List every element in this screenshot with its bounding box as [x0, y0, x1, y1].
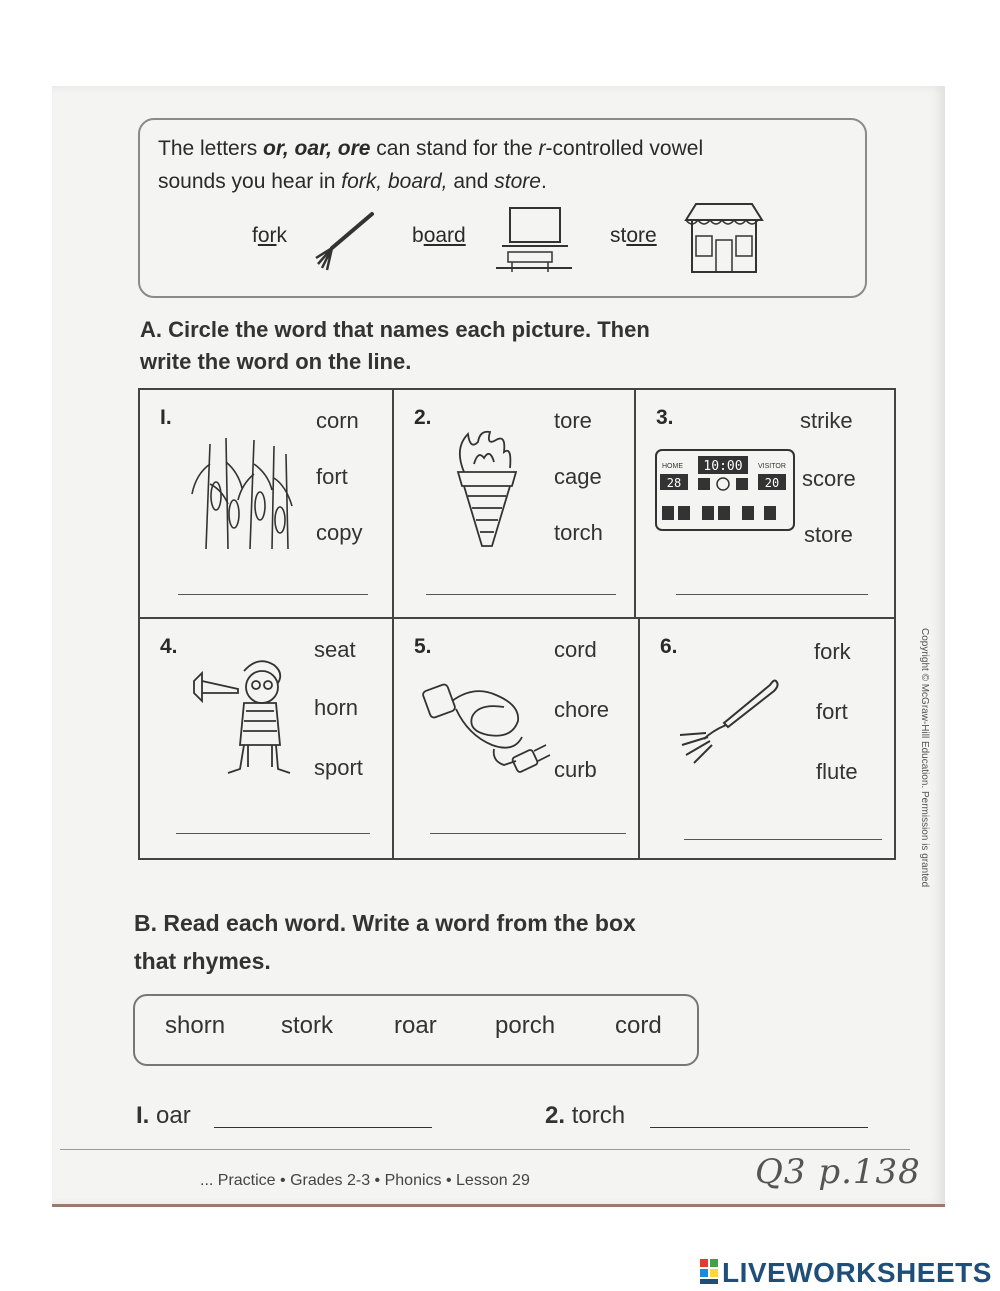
handwritten-note: Q3 p.138: [755, 1152, 921, 1192]
item-3: 3. strike score store 10:00 HOME VISITOR 28 20: [636, 390, 894, 619]
option-corn[interactable]: corn: [316, 408, 359, 433]
option-score[interactable]: score: [802, 466, 856, 491]
question-1: I. oar: [136, 1102, 191, 1129]
item-2: 2. tore cage torch: [394, 390, 636, 619]
svg-text:28: 28: [666, 476, 682, 490]
example-fork: fork: [252, 224, 288, 247]
option-horn[interactable]: horn: [314, 695, 359, 720]
svg-text:VISITOR: VISITOR: [758, 463, 786, 470]
option-torch[interactable]: torch: [554, 520, 603, 545]
option-copy[interactable]: copy: [316, 520, 363, 545]
rule-box: [138, 118, 867, 298]
word-roar: roar: [394, 1012, 437, 1039]
footer-rule: [60, 1149, 910, 1150]
option-fort-2[interactable]: fort: [816, 699, 848, 724]
svg-text:HOME: HOME: [662, 463, 683, 470]
section-b-heading: B. Read each word. Write a word from the box that rhymes.: [134, 910, 636, 974]
example-board: board: [412, 224, 466, 247]
word-shorn: shorn: [165, 1012, 226, 1039]
answer-line-5[interactable]: [430, 833, 626, 834]
rule-text: The letters or, oar, ore can stand for the r-controlled vowel sounds you hear in fork, board, and store.: [158, 137, 704, 193]
answer-line-2[interactable]: [426, 594, 616, 595]
item-1: I. corn fort copy: [140, 390, 394, 619]
option-seat[interactable]: seat: [314, 637, 356, 662]
item-4: 4. seat horn sport: [140, 619, 394, 858]
option-fort[interactable]: fort: [316, 464, 348, 489]
picture-grid: [138, 388, 896, 860]
torch-picture: [434, 428, 534, 556]
option-sport[interactable]: sport: [314, 755, 363, 780]
option-flute[interactable]: flute: [816, 759, 858, 784]
answer-line-6[interactable]: [684, 839, 882, 840]
option-store[interactable]: store: [804, 522, 853, 547]
cord-picture: [422, 665, 552, 785]
copyright-notice: Copyright © McGraw-Hill Education. Permission is granted: [919, 628, 930, 888]
option-cage[interactable]: cage: [554, 464, 602, 489]
answer-line-3[interactable]: [676, 594, 868, 595]
svg-text:20: 20: [764, 476, 780, 490]
option-curb[interactable]: curb: [554, 757, 597, 782]
item-6: 6. fork fort flute: [640, 619, 894, 858]
store-icon: [682, 196, 766, 276]
fork-icon: [302, 208, 382, 272]
option-fork[interactable]: fork: [814, 639, 851, 664]
option-tore[interactable]: tore: [554, 408, 592, 433]
fork-picture: [676, 675, 786, 765]
option-chore[interactable]: chore: [554, 697, 610, 722]
corn-picture: [188, 434, 298, 552]
scoreboard-picture: [654, 448, 796, 532]
example-store: store: [610, 224, 657, 247]
option-cord[interactable]: cord: [554, 637, 597, 662]
section-a-heading: A. Circle the word that names each picture. Then write the word on the line.: [140, 317, 650, 374]
svg-text:10:00: 10:00: [703, 459, 743, 474]
board-icon: [492, 204, 576, 276]
page-edge: [52, 1204, 945, 1207]
boy-horn-picture: [188, 649, 298, 779]
option-strike[interactable]: strike: [800, 408, 853, 433]
question-2: 2. torch: [545, 1102, 626, 1129]
answer-line-b2[interactable]: [650, 1127, 868, 1128]
answer-line-1[interactable]: [178, 594, 368, 595]
word-box: [133, 994, 699, 1066]
answer-line-4[interactable]: [176, 833, 370, 834]
word-stork: stork: [281, 1012, 334, 1039]
word-porch: porch: [495, 1012, 556, 1039]
item-5: 5. cord chore curb: [394, 619, 640, 858]
answer-line-b1[interactable]: [214, 1127, 432, 1128]
word-cord: cord: [615, 1012, 662, 1039]
footer-text: ... Practice • Grades 2-3 • Phonics • Lesson 29: [200, 1172, 530, 1189]
liveworksheets-logo[interactable]: LIVEWORKSHEETS: [722, 1257, 992, 1288]
